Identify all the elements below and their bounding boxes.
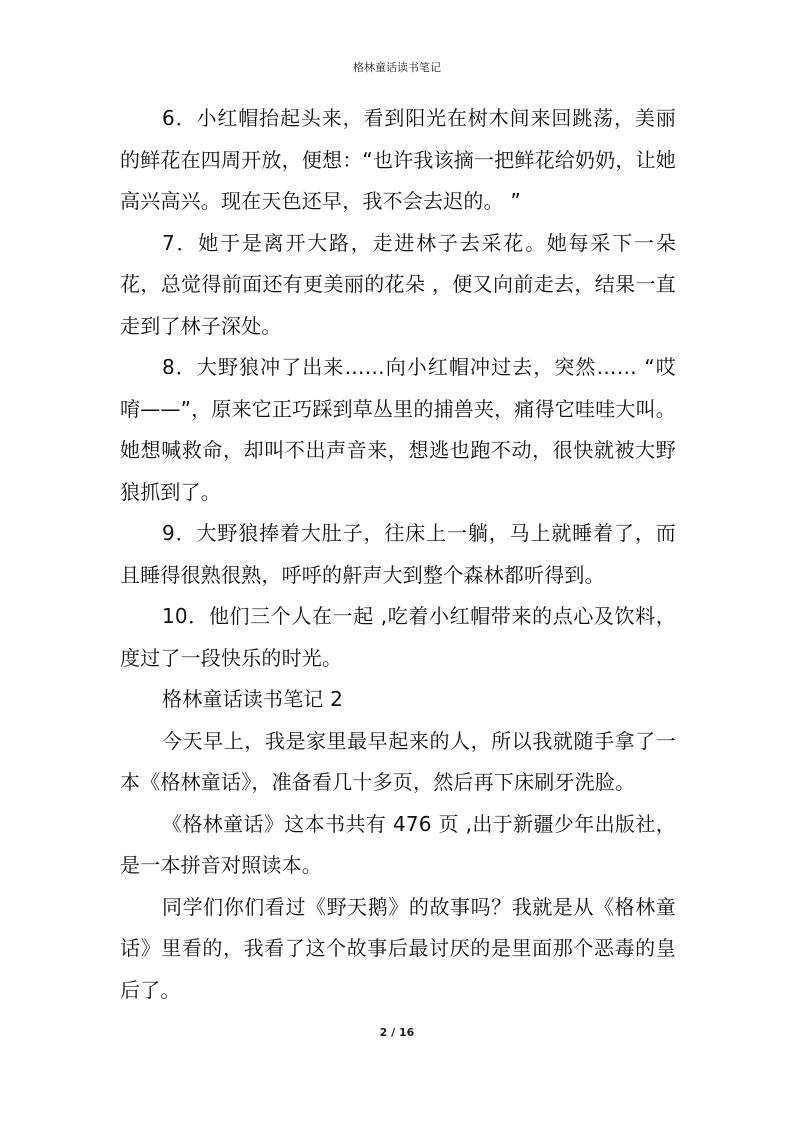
paragraph-morning: 今天早上，我是家里最早起来的人，所以我就随手拿了一本《格林童话》，准备看几十多页，然后再下床刷牙洗脸。 — [120, 728, 676, 794]
page-number: 2 / 16 — [379, 1026, 415, 1039]
paragraph-7: 7．她于是离开大路，走进林子去采花。她每采下一朵花，总觉得前面还有更美丽的花朵 ，便又向前走去，结果一直走到了林子深处。 — [120, 230, 676, 338]
paragraph-8: 8．大野狼冲了出来……向小红帽冲过去，突然…… “哎唷——”，原来它正巧踩到草丛里的捕兽夹，痛得它哇哇大叫。她想喊救命，却叫不出声音来，想逃也跑不动，很快就被大野狼抓到了。 — [120, 355, 676, 504]
paragraph-book-info: 《格林童话》这本书共有 476 页 ,出于新疆少年出版社，是一本拼音对照读本。 — [120, 811, 676, 877]
paragraph-wild-swans: 同学们你们看过《野天鹅》的故事吗？我就是从《格林童话》里看的，我看了这个故事后最讨厌的是里面那个恶毒的皇后了。 — [120, 894, 676, 1002]
paragraph-6: 6．小红帽抬起头来，看到阳光在树木间来回跳荡，美丽的鲜花在四周开放，便想：“也许我该摘一把鲜花给奶奶，让她高兴高兴。现在天色还早，我不会去迟的。 ” — [120, 106, 676, 213]
paragraph-10: 10．他们三个人在一起 ,吃着小红帽带来的点心及饮料，度过了一段快乐的时光。 — [120, 604, 676, 670]
page-header: 格林童话读书笔记 — [353, 61, 441, 74]
section-heading: 格林童话读书笔记 2 — [162, 687, 344, 711]
paragraph-9: 9．大野狼捧着大肚子，往床上一躺，马上就睡着了，而且睡得很熟很熟，呼呼的鼾声大到整个森林都听得到。 — [120, 521, 676, 587]
document-body — [120, 98, 676, 1011]
